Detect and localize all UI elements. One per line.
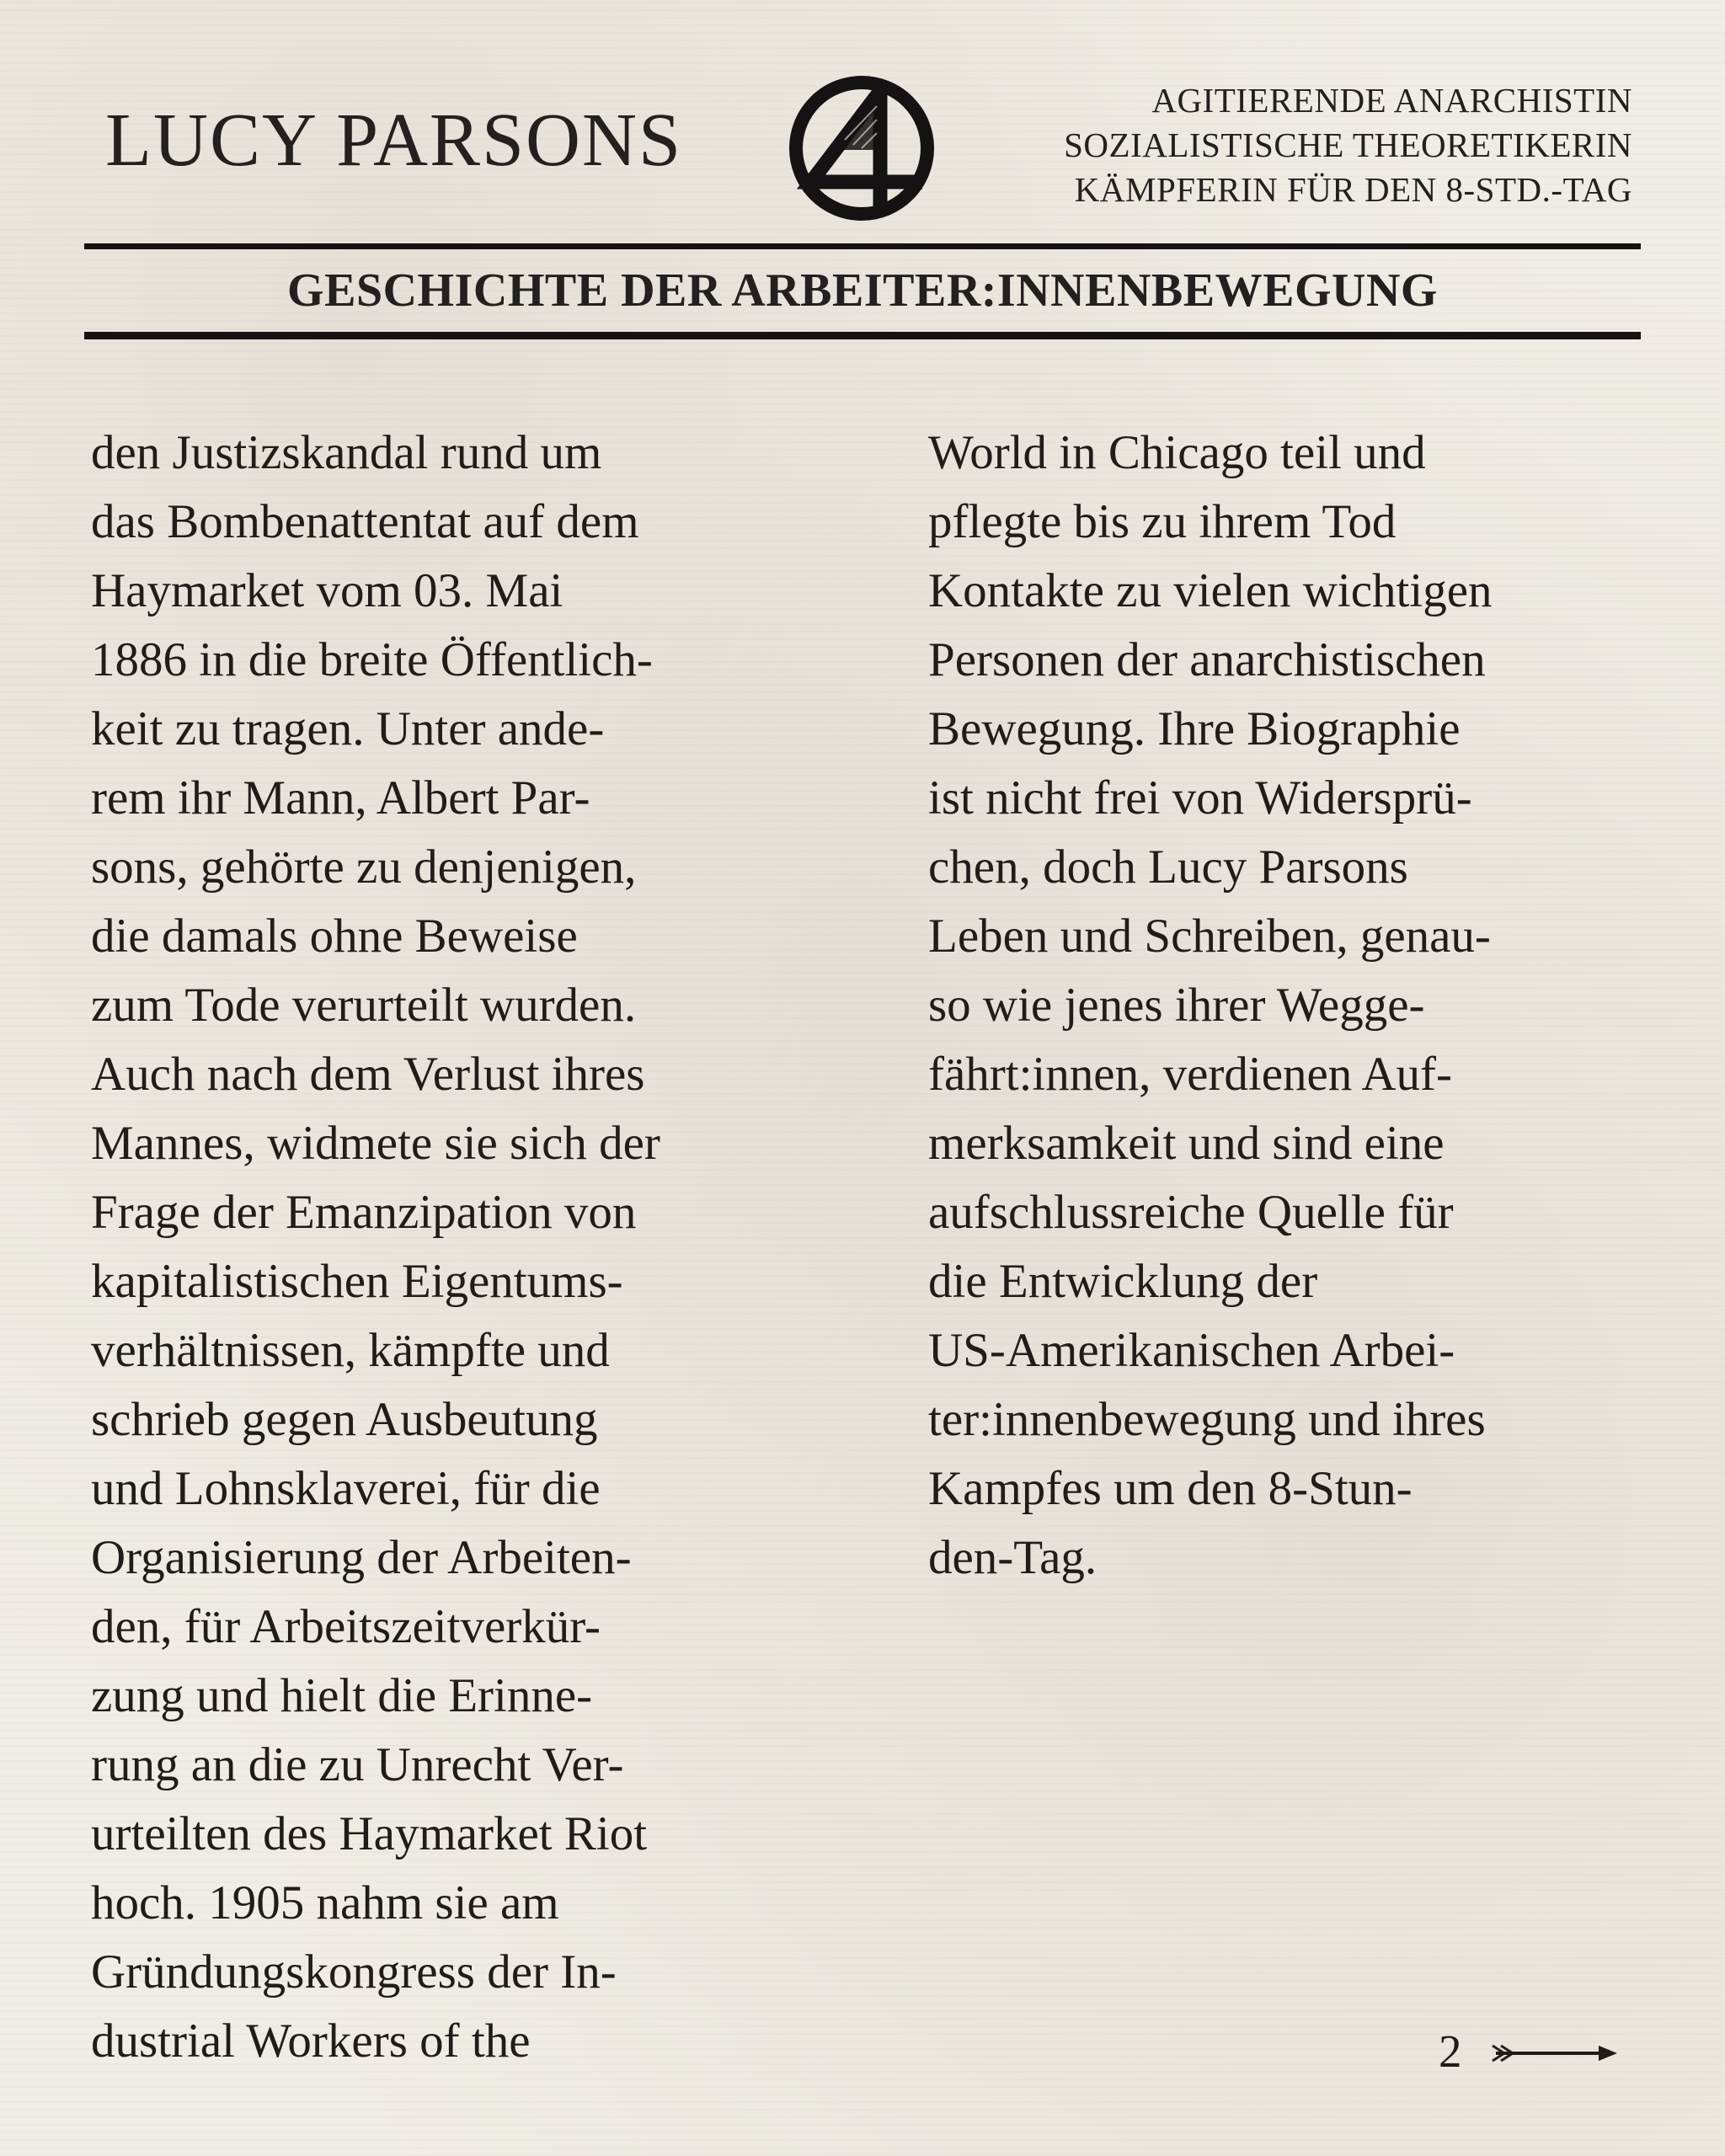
masthead-name: LUCY PARSONS: [105, 99, 683, 182]
text-line: die damals ohne Beweise: [91, 910, 578, 963]
text-line: und Lohnsklaverei, für die: [91, 1462, 601, 1515]
taglines: [1064, 78, 1632, 212]
text-line: fährt:innen, verdienen Auf-: [928, 1048, 1453, 1101]
text-column-right: [928, 419, 1653, 1593]
text-line: Frage der Emanzipation von: [91, 1186, 637, 1239]
tagline: AGITIERENDE ANARCHISTIN: [1151, 81, 1632, 120]
page-footer: [1439, 2022, 1624, 2081]
arrow-right-icon[interactable]: [1489, 2041, 1624, 2066]
masthead: [0, 0, 1725, 236]
text-line: 1886 in die breite Öffentlich-: [91, 633, 653, 686]
tagline: KÄMPFERIN FÜR DEN 8-STD.-TAG: [1074, 170, 1632, 209]
text-line: urteilten des Haymarket Riot: [91, 1807, 648, 1860]
text-line: das Bombenattentat auf dem: [91, 495, 639, 548]
text-line: die Entwicklung der: [928, 1255, 1318, 1308]
text-line: schrieb gegen Ausbeutung: [91, 1393, 598, 1446]
text-line: ter:innenbewegung und ihres: [928, 1393, 1486, 1446]
text-line: US-Amerikanischen Arbei-: [928, 1324, 1455, 1377]
circled-a-four-logo-icon: [786, 72, 937, 224]
text-line: ist nicht frei von Widersprü-: [928, 771, 1472, 825]
text-line: keit zu tragen. Unter ande-: [91, 702, 605, 755]
top-rule-divider: [84, 243, 1641, 249]
text-line: chen, doch Lucy Parsons: [928, 841, 1408, 894]
text-line: Leben und Schreiben, genau-: [928, 910, 1491, 963]
text-line: Kontakte zu vielen wichtigen: [928, 564, 1493, 617]
text-line: dustrial Workers of the: [91, 2015, 531, 2068]
tagline: SOZIALISTISCHE THEORETIKERIN: [1064, 125, 1632, 164]
text-line: aufschlussreiche Quelle für: [928, 1186, 1454, 1239]
text-line: den Justizskandal rund um: [91, 426, 602, 479]
text-line: merksamkeit und sind eine: [928, 1117, 1445, 1170]
text-line: rem ihr Mann, Albert Par-: [91, 771, 590, 825]
text-line: zum Tode verurteilt wurden.: [91, 979, 637, 1032]
text-line: Personen der anarchistischen: [928, 633, 1486, 686]
section-title: GESCHICHTE DER ARBEITER:INNENBEWEGUNG: [287, 264, 1438, 317]
text-line: Gründungskongress der In-: [91, 1945, 617, 1999]
text-line: zung und hielt die Erinne-: [91, 1669, 593, 1722]
text-line: den, für Arbeitszeitverkür-: [91, 1600, 601, 1653]
text-line: Auch nach dem Verlust ihres: [91, 1048, 645, 1101]
text-line: rung an die zu Unrecht Ver-: [91, 1738, 624, 1791]
bottom-rule-divider: [84, 332, 1641, 339]
text-line: pflegte bis zu ihrem Tod: [928, 495, 1397, 548]
page-number: 2: [1439, 2025, 1462, 2077]
text-line: Organisierung der Arbeiten-: [91, 1531, 632, 1584]
text-line: sons, gehörte zu denjenigen,: [91, 841, 637, 894]
text-line: so wie jenes ihrer Wegge-: [928, 979, 1425, 1032]
text-line: hoch. 1905 nahm sie am: [91, 1876, 559, 1929]
text-line: verhältnissen, kämpfte und: [91, 1324, 610, 1377]
text-line: den-Tag.: [928, 1531, 1097, 1584]
text-line: World in Chicago teil und: [928, 426, 1426, 479]
text-line: kapitalistischen Eigentums-: [91, 1255, 623, 1308]
text-line: Bewegung. Ihre Biographie: [928, 702, 1461, 755]
text-column-left: [91, 419, 841, 2076]
text-line: Haymarket vom 03. Mai: [91, 564, 563, 617]
text-line: Kampfes um den 8-Stun-: [928, 1462, 1413, 1515]
text-line: Mannes, widmete sie sich der: [91, 1117, 660, 1170]
